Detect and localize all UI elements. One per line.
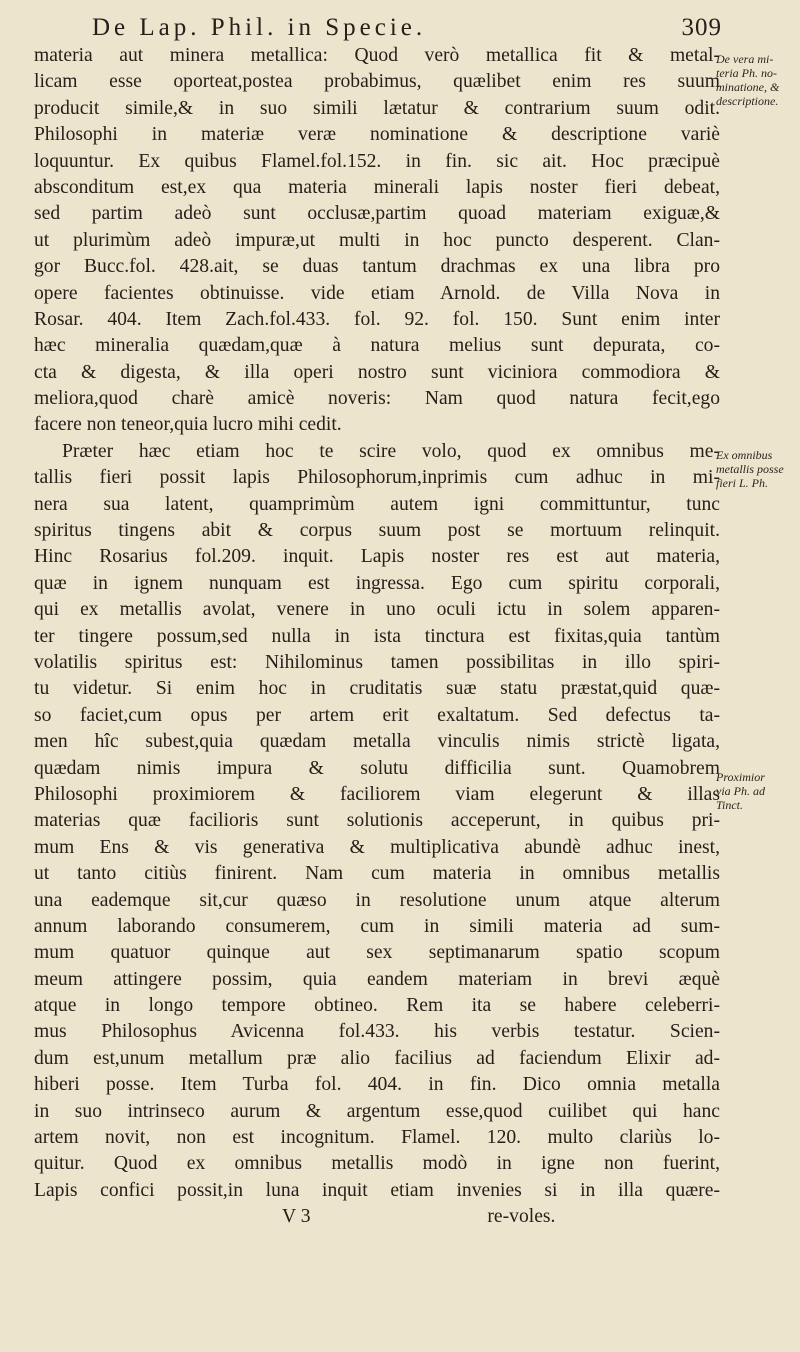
text-line: materia aut minera metallica: Quod verò metallica fit & metal- [34, 45, 720, 66]
text-line: Lapis confici possit,in luna inquit etiam invenies si in illa quære- [34, 1179, 720, 1201]
text-line: una eademque sit,cur quæso in resolutione unum atque alterum [34, 889, 720, 911]
text-line: Philosophi proximiorem & faciliorem viam elegerunt & illas [34, 783, 720, 805]
text-line: Philosophi in materiæ veræ nominatione & descriptione variè [34, 124, 720, 146]
text-line: mum quatuor quinque aut sex septimanarum spatio scopum [34, 942, 720, 964]
text-line: loquuntur. Ex quibus Flamel.fol.152. in fin. sic ait. Hoc præcipuè [34, 150, 720, 172]
text-line: gor Bucc.fol. 428.ait, se duas tantum drachmas ex una libra pro [34, 256, 720, 278]
text-line: meum attingere possim, quia eandem materiam in brevi æquè [34, 968, 720, 990]
text-line: spiritus tingens abit & corpus suum post se mortuum relinquit. [34, 520, 720, 542]
margin-note-line: descriptione. [716, 94, 779, 108]
text-line: annum laborando consumerem, cum in simili materia ad sum- [34, 915, 720, 937]
text-line: hiberi posse. Item Turba fol. 404. in fin. Dico omnia metalla [34, 1074, 720, 1096]
margin-note-line: via Ph. ad [716, 784, 765, 798]
margin-note-line: minatione, & [716, 80, 780, 94]
margin-note-ex-omnibus [716, 448, 798, 490]
text-line: ut tanto citiùs finirent. Nam cum materia in omnibus metallis [34, 863, 720, 885]
text-line: Rosar. 404. Item Zach.fol.433. fol. 92. fol. 150. Sunt enim inter [34, 308, 720, 330]
text-line: in suo intrinseco aurum & argentum esse,quod cuilibet qui hanc [34, 1100, 720, 1122]
margin-note-line: fieri L. Ph. [716, 476, 769, 490]
text-line: absconditum est,ex qua materia minerali lapis noster fieri debeat, [34, 176, 720, 198]
margin-note-proximior [716, 770, 798, 812]
text-line: opere facientes obtinuisse. vide etiam Arnold. de Villa Nova in [34, 282, 720, 304]
margin-note-line: teria Ph. no- [716, 66, 777, 80]
text-line: mum Ens & vis generativa & multiplicativa abundè adhuc inest, [34, 836, 720, 858]
margin-note-vera-materia [716, 52, 798, 108]
signature-mark: V 3 [282, 1206, 311, 1228]
margin-note-line: metallis posse [716, 462, 784, 476]
page-number: 309 [681, 14, 722, 41]
margin-note-line: Ex omnibus [716, 448, 773, 462]
margin-note-line: De vera mi- [716, 52, 774, 66]
text-line: artem novit, non est incognitum. Flamel. 120. multo clariùs lo- [34, 1127, 720, 1149]
margin-note-line: Proximior [716, 770, 765, 784]
text-line: atque in longo tempore obtineo. Rem ita se habere celeberri- [34, 995, 720, 1017]
text-line: ter tingere possum,sed nulla in ista tinctura est fixitas,quia tantùm [34, 625, 720, 647]
margin-note-line: Tinct. [716, 798, 744, 812]
text-line: dum est,unum metallum præ alio facilius ad faciendum Elixir ad- [34, 1047, 720, 1069]
text-line: quæ in ignem nunquam est ingressa. Ego cum spiritu corporali, [34, 572, 720, 594]
text-line: tu videtur. Si enim hoc in cruditatis suæ statu præstat,quid quæ- [34, 678, 720, 700]
footer-line [34, 1204, 720, 1230]
text-line: cta & digesta, & illa operi nostro sunt viciniora commodiora & [34, 361, 720, 383]
text-line: Hinc Rosarius fol.209. inquit. Lapis noster res est aut materia, [34, 546, 720, 568]
text-line: facere non teneor,quia lucro mihi cedit. [34, 414, 342, 436]
text-line: hæc mineralia quædam,quæ à natura melius sunt depurata, co- [34, 335, 720, 357]
text-line: materias quæ facilioris sunt solutionis acceperunt, in quibus pri- [34, 810, 720, 832]
text-line: nera sua latent, quamprimùm autem igni committuntur, tunc [34, 493, 720, 515]
text-line: qui ex metallis avolat, venere in uno oculi ictu in solem apparen- [34, 599, 720, 621]
text-line: tallis fieri possit lapis Philosophorum,inprimis cum adhuc in mi- [34, 467, 720, 489]
text-line: licam esse oporteat,postea probabimus, quælibet enim res suum [34, 71, 720, 93]
text-line: meliora,quod charè amicè noveris: Nam quod natura fecit,ego [34, 388, 720, 410]
text-line: producit simile,& in suo simili lætatur & contrarium suum odit. [34, 97, 720, 119]
text-line: quædam nimis impura & solutu difficilia sunt. Quamobrem [34, 757, 720, 779]
text-line: volatilis spiritus est: Nihilominus tamen possibilitas in illo spiri- [34, 651, 720, 673]
running-header [92, 14, 722, 42]
catchword: re-voles. [487, 1206, 556, 1228]
text-line: so faciet,cum opus per artem erit exaltatum. Sed defectus ta- [34, 704, 720, 726]
text-line: Præter hæc etiam hoc te scire volo, quod ex omnibus me- [62, 440, 720, 462]
text-line: men hîc subest,quia quædam metalla vinculis nimis strictè ligata, [34, 731, 720, 753]
text-line: ut plurimùm adeò impuræ,ut multi in hoc puncto desperent. Clan- [34, 229, 720, 251]
text-line: mus Philosophus Avicenna fol.433. his verbis testatur. Scien- [34, 1021, 720, 1043]
body-text [34, 43, 720, 1231]
running-title: De Lap. Phil. in Specie. [92, 14, 427, 41]
text-line: quitur. Quod ex omnibus metallis modò in igne non fuerint, [34, 1153, 720, 1175]
text-line: sed partim adeò sunt occlusæ,partim quoad materiam exiguæ,& [34, 203, 720, 225]
